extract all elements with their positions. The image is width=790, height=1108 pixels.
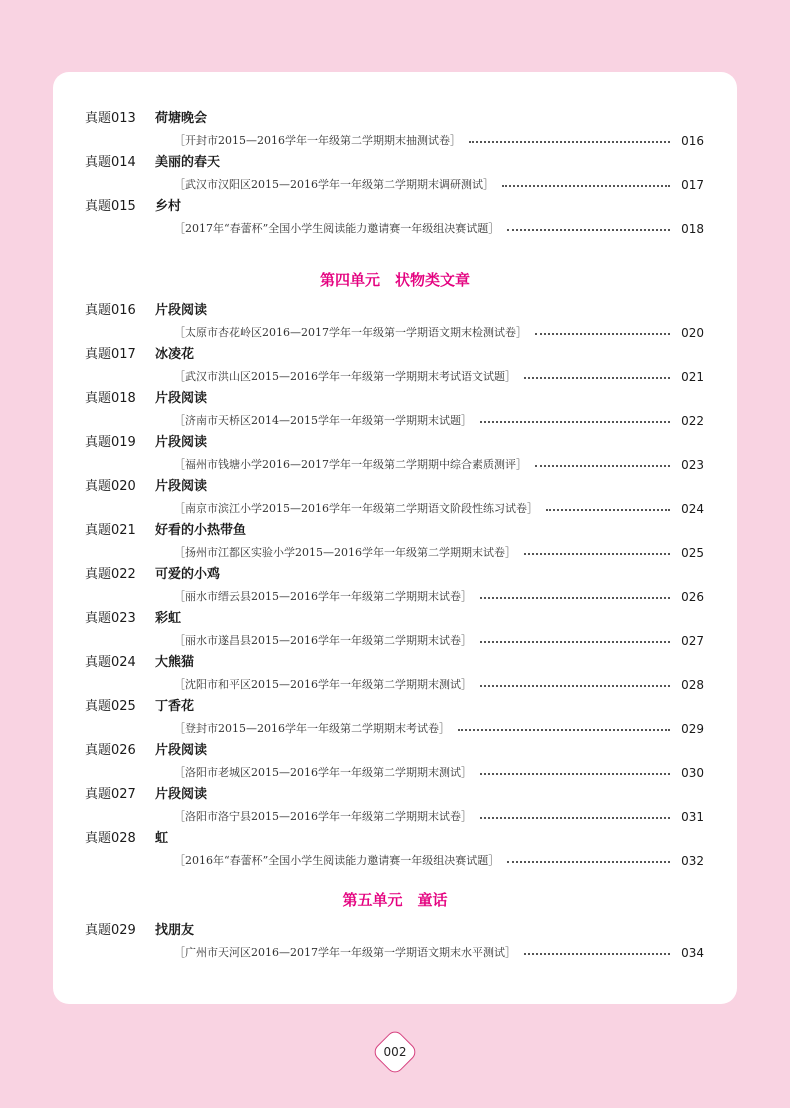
entry-page: 021	[681, 370, 704, 384]
entry-source: ［开封市2015—2016学年一年级第二学期期末抽测试卷］	[174, 134, 461, 147]
entry-title: 片段阅读	[155, 743, 208, 758]
entry-code: 真题027	[85, 787, 136, 802]
entry-source: ［丽水市缙云县2015—2016学年一年级第二学期期末试卷］	[174, 590, 472, 603]
leader-dots	[480, 685, 670, 687]
unit-heading: 第四单元 状物类文章	[319, 271, 470, 289]
entry-page: 024	[681, 502, 704, 516]
leader-dots	[480, 597, 670, 599]
toc-entry[interactable]	[53, 300, 737, 344]
entry-code: 真题029	[85, 923, 136, 938]
toc-entry[interactable]	[53, 108, 737, 152]
entry-page: 030	[681, 766, 704, 780]
leader-dots	[507, 861, 670, 863]
toc-card	[53, 72, 737, 1004]
toc-entry[interactable]	[53, 564, 737, 608]
entry-title: 彩虹	[155, 611, 182, 626]
entry-code: 真题019	[85, 435, 136, 450]
entry-title: 可爱的小鸡	[155, 567, 221, 582]
leader-dots	[535, 333, 670, 335]
entry-source: ［济南市天桥区2014—2015学年一年级第一学期期末试题］	[174, 414, 472, 427]
entry-source: ［洛阳市老城区2015—2016学年一年级第二学期期末测试］	[174, 766, 472, 779]
toc-section-unit-5	[53, 880, 737, 964]
entry-title: 片段阅读	[155, 391, 208, 406]
leader-dots	[502, 185, 670, 187]
page-number: 002	[383, 1045, 407, 1059]
entry-title: 片段阅读	[155, 303, 208, 318]
entry-source: ［丽水市遂昌县2015—2016学年一年级第二学期期末试卷］	[174, 634, 472, 647]
entry-title: 片段阅读	[155, 479, 208, 494]
entry-title: 美丽的春天	[155, 155, 221, 170]
toc-entry[interactable]	[53, 388, 737, 432]
entry-source: ［武汉市洪山区2015—2016学年一年级第一学期期末考试语文试题］	[174, 370, 516, 383]
toc-section-continued	[53, 108, 737, 240]
entry-source: ［南京市滨江小学2015—2016学年一年级第二学期语文阶段性练习试卷］	[174, 502, 538, 515]
entry-code: 真题017	[85, 347, 136, 362]
entry-page: 020	[681, 326, 704, 340]
leader-dots	[535, 465, 670, 467]
entry-page: 034	[681, 946, 704, 960]
toc-entry[interactable]	[53, 432, 737, 476]
entry-page: 026	[681, 590, 704, 604]
entry-source: ［洛阳市洛宁县2015—2016学年一年级第二学期期末试卷］	[174, 810, 472, 823]
entry-source: ［扬州市江都区实验小学2015—2016学年一年级第二学期期末试卷］	[174, 546, 516, 559]
toc-entry[interactable]	[53, 740, 737, 784]
toc-entry[interactable]	[53, 196, 737, 240]
entry-page: 031	[681, 810, 704, 824]
leader-dots	[480, 641, 670, 643]
entry-title: 乡村	[155, 199, 182, 214]
entry-title: 片段阅读	[155, 787, 208, 802]
toc-entry[interactable]	[53, 476, 737, 520]
toc-entry[interactable]	[53, 608, 737, 652]
entry-page: 027	[681, 634, 704, 648]
entry-source: ［福州市钱塘小学2016—2017学年一年级第二学期期中综合素质测评］	[174, 458, 527, 471]
entry-title: 荷塘晚会	[155, 111, 208, 126]
entry-page: 032	[681, 854, 704, 868]
entry-page: 016	[681, 134, 704, 148]
leader-dots	[480, 773, 670, 775]
toc-entry[interactable]	[53, 920, 737, 964]
page-number-badge	[372, 1032, 418, 1072]
entry-title: 虹	[155, 831, 169, 846]
toc-entry[interactable]	[53, 784, 737, 828]
toc-entry[interactable]	[53, 696, 737, 740]
toc-entry[interactable]	[53, 652, 737, 696]
leader-dots	[524, 377, 670, 379]
entry-code: 真题013	[85, 111, 136, 126]
entry-source: ［2017年“春蕾杯”全国小学生阅读能力邀请赛一年级组决赛试题］	[174, 222, 500, 235]
entry-title: 好看的小热带鱼	[155, 523, 247, 538]
entry-source: ［2016年“春蕾杯”全国小学生阅读能力邀请赛一年级组决赛试题］	[174, 854, 500, 867]
entry-code: 真题018	[85, 391, 136, 406]
entry-page: 025	[681, 546, 704, 560]
toc-entry[interactable]	[53, 520, 737, 564]
entry-title: 大熊猫	[155, 655, 195, 670]
leader-dots	[546, 509, 670, 511]
entry-source: ［登封市2015—2016学年一年级第二学期期末考试卷］	[174, 722, 450, 735]
entry-title: 丁香花	[155, 699, 195, 714]
leader-dots	[507, 229, 670, 231]
entry-page: 028	[681, 678, 704, 692]
entry-code: 真题028	[85, 831, 136, 846]
entry-page: 022	[681, 414, 704, 428]
leader-dots	[480, 817, 670, 819]
entry-page: 023	[681, 458, 704, 472]
leader-dots	[480, 421, 670, 423]
entry-page: 018	[681, 222, 704, 236]
leader-dots	[469, 141, 670, 143]
toc-entry[interactable]	[53, 828, 737, 872]
entry-code: 真题024	[85, 655, 136, 670]
entry-code: 真题023	[85, 611, 136, 626]
entry-title: 片段阅读	[155, 435, 208, 450]
entry-code: 真题020	[85, 479, 136, 494]
entry-code: 真题015	[85, 199, 136, 214]
leader-dots	[524, 953, 670, 955]
entry-page: 029	[681, 722, 704, 736]
entry-source: ［太原市杏花岭区2016—2017学年一年级第一学期语文期末检测试卷］	[174, 326, 527, 339]
toc-section-unit-4	[53, 260, 737, 872]
unit-heading: 第五单元 童话	[342, 891, 448, 909]
leader-dots	[458, 729, 670, 731]
entry-code: 真题021	[85, 523, 136, 538]
entry-source: ［沈阳市和平区2015—2016学年一年级第二学期期末测试］	[174, 678, 472, 691]
toc-entry[interactable]	[53, 152, 737, 196]
toc-entry[interactable]	[53, 344, 737, 388]
entry-code: 真题022	[85, 567, 136, 582]
entry-title: 找朋友	[155, 923, 195, 938]
leader-dots	[524, 553, 670, 555]
entry-title: 冰凌花	[155, 347, 195, 362]
entry-code: 真题026	[85, 743, 136, 758]
entry-source: ［武汉市汉阳区2015—2016学年一年级第二学期期末调研测试］	[174, 178, 494, 191]
entry-page: 017	[681, 178, 704, 192]
entry-code: 真题014	[85, 155, 136, 170]
entry-source: ［广州市天河区2016—2017学年一年级第一学期语文期末水平测试］	[174, 946, 516, 959]
entry-code: 真题016	[85, 303, 136, 318]
entry-code: 真题025	[85, 699, 136, 714]
